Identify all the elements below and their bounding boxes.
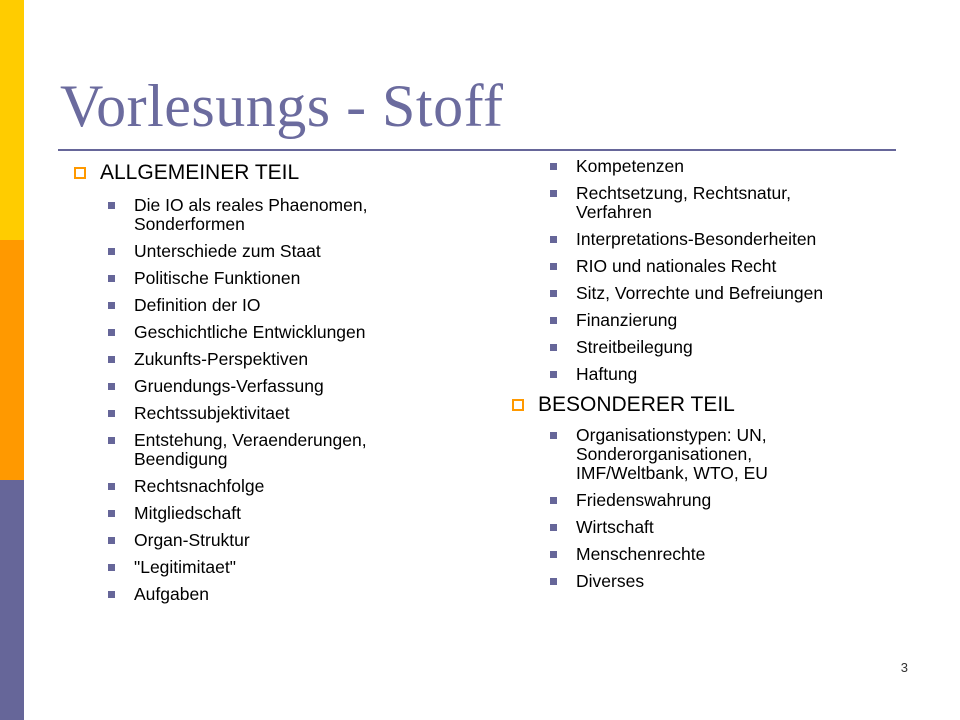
list-item-text [134, 558, 236, 577]
square-bullet-icon [108, 248, 115, 255]
list-item-line: Sonderformen [134, 214, 245, 234]
square-bullet-icon [108, 510, 115, 517]
square-bullet-icon [108, 275, 115, 282]
list-item [108, 296, 474, 315]
list-item [108, 323, 474, 342]
slide-title: Vorlesungs - Stoff [60, 73, 504, 139]
list-item-text [576, 157, 684, 176]
list-item-line: Definition der IO [134, 295, 261, 315]
list-item [108, 585, 474, 604]
list-item-text [576, 184, 791, 222]
title-divider [58, 149, 896, 151]
list-item-line: RIO und nationales Recht [576, 256, 777, 276]
square-bullet-icon [108, 537, 115, 544]
list-item [550, 518, 912, 537]
square-bullet-icon [108, 437, 115, 444]
square-bullet-icon [550, 344, 557, 351]
right-column [512, 157, 912, 599]
section-heading-label: ALLGEMEINER TEIL [100, 161, 300, 184]
list-item-text [576, 284, 823, 303]
list-item [108, 377, 474, 396]
list-item-text [134, 350, 308, 369]
list-item [108, 558, 474, 577]
section-bullet-icon [512, 399, 524, 411]
list-item-text [576, 257, 776, 276]
list-item-text [134, 242, 321, 261]
list-item-line: Organisationstypen: UN, [576, 425, 767, 445]
list-item-line: Wirtschaft [576, 517, 654, 537]
sidebar-stripe-yellow [0, 0, 24, 240]
list-item [550, 491, 912, 510]
square-bullet-icon [108, 483, 115, 490]
sidebar-stripe-purple [0, 480, 24, 720]
right-item-list-special [512, 426, 912, 591]
list-item [550, 338, 912, 357]
section-heading-special [512, 392, 912, 418]
list-item-text [134, 404, 290, 423]
list-item-line: Interpretations-Besonderheiten [576, 229, 817, 249]
left-column [74, 160, 474, 612]
square-bullet-icon [550, 432, 557, 439]
list-item-line: Friedenswahrung [576, 490, 712, 510]
square-bullet-icon [108, 329, 115, 336]
right-item-list [512, 157, 912, 384]
section-bullet-icon [74, 167, 86, 179]
list-item-line: Verfahren [576, 202, 652, 222]
sidebar-stripe-orange [0, 240, 24, 480]
list-item-text [134, 323, 366, 342]
square-bullet-icon [108, 302, 115, 309]
list-item-text [576, 426, 768, 483]
list-item [550, 230, 912, 249]
list-item-line: Streitbeilegung [576, 337, 693, 357]
list-item [108, 431, 474, 469]
section-heading-general [74, 160, 474, 186]
list-item-line: Politische Funktionen [134, 268, 301, 288]
square-bullet-icon [550, 163, 557, 170]
list-item-text [134, 431, 367, 469]
list-item-text [576, 518, 654, 537]
list-item-line: Rechtsnachfolge [134, 476, 265, 496]
list-item-line: Organ-Struktur [134, 530, 250, 550]
list-item [108, 196, 474, 234]
list-item-line: "Legitimitaet" [134, 557, 236, 577]
list-item [550, 284, 912, 303]
list-item [108, 477, 474, 496]
square-bullet-icon [108, 410, 115, 417]
list-item [550, 157, 912, 176]
list-item-line: IMF/Weltbank, WTO, EU [576, 463, 768, 483]
list-item [108, 350, 474, 369]
list-item-line: Menschenrechte [576, 544, 706, 564]
square-bullet-icon [550, 497, 557, 504]
list-item [108, 504, 474, 523]
list-item-text [576, 311, 677, 330]
list-item-text [576, 230, 816, 249]
list-item-text [134, 504, 241, 523]
list-item [550, 257, 912, 276]
list-item-line: Beendigung [134, 449, 228, 469]
list-item [550, 545, 912, 564]
list-item-line: Unterschiede zum Staat [134, 241, 321, 261]
square-bullet-icon [108, 202, 115, 209]
list-item-line: Entstehung, Veraenderungen, [134, 430, 367, 450]
list-item-text [576, 545, 705, 564]
square-bullet-icon [108, 564, 115, 571]
list-item-line: Finanzierung [576, 310, 678, 330]
square-bullet-icon [550, 236, 557, 243]
list-item-text [134, 531, 250, 550]
square-bullet-icon [550, 263, 557, 270]
list-item-text [134, 296, 260, 315]
list-item [550, 184, 912, 222]
square-bullet-icon [108, 383, 115, 390]
list-item-text [134, 477, 264, 496]
list-item [550, 426, 912, 483]
list-item-text [134, 269, 300, 288]
list-item [550, 572, 912, 591]
list-item-text [576, 338, 693, 357]
square-bullet-icon [550, 524, 557, 531]
list-item-line: Sitz, Vorrechte und Befreiungen [576, 283, 824, 303]
list-item-line: Geschichtliche Entwicklungen [134, 322, 366, 342]
list-item-text [576, 491, 711, 510]
list-item-line: Diverses [576, 571, 645, 591]
list-item [108, 269, 474, 288]
list-item [108, 242, 474, 261]
list-item-line: Gruendungs-Verfassung [134, 376, 324, 396]
list-item [108, 531, 474, 550]
list-item-text [576, 365, 637, 384]
square-bullet-icon [550, 290, 557, 297]
square-bullet-icon [550, 578, 557, 585]
list-item-text [134, 377, 324, 396]
decorative-sidebar [0, 0, 24, 720]
square-bullet-icon [550, 317, 557, 324]
list-item [108, 404, 474, 423]
square-bullet-icon [550, 371, 557, 378]
list-item-line: Mitgliedschaft [134, 503, 241, 523]
list-item [550, 365, 912, 384]
list-item-line: Rechtsetzung, Rechtsnatur, [576, 183, 791, 203]
list-item-line: Haftung [576, 364, 638, 384]
left-item-list [74, 196, 474, 604]
page-number: 3 [900, 660, 908, 675]
list-item-line: Kompetenzen [576, 156, 684, 176]
list-item [550, 311, 912, 330]
list-item-text [134, 585, 209, 604]
square-bullet-icon [550, 190, 557, 197]
list-item-text [134, 196, 367, 234]
square-bullet-icon [550, 551, 557, 558]
list-item-line: Aufgaben [134, 584, 209, 604]
square-bullet-icon [108, 591, 115, 598]
list-item-line: Zukunfts-Perspektiven [134, 349, 309, 369]
square-bullet-icon [108, 356, 115, 363]
list-item-line: Rechtssubjektivitaet [134, 403, 290, 423]
list-item-line: Die IO als reales Phaenomen, [134, 195, 368, 215]
list-item-text [576, 572, 644, 591]
list-item-line: Sonderorganisationen, [576, 444, 753, 464]
section-heading-label: BESONDERER TEIL [538, 393, 735, 416]
